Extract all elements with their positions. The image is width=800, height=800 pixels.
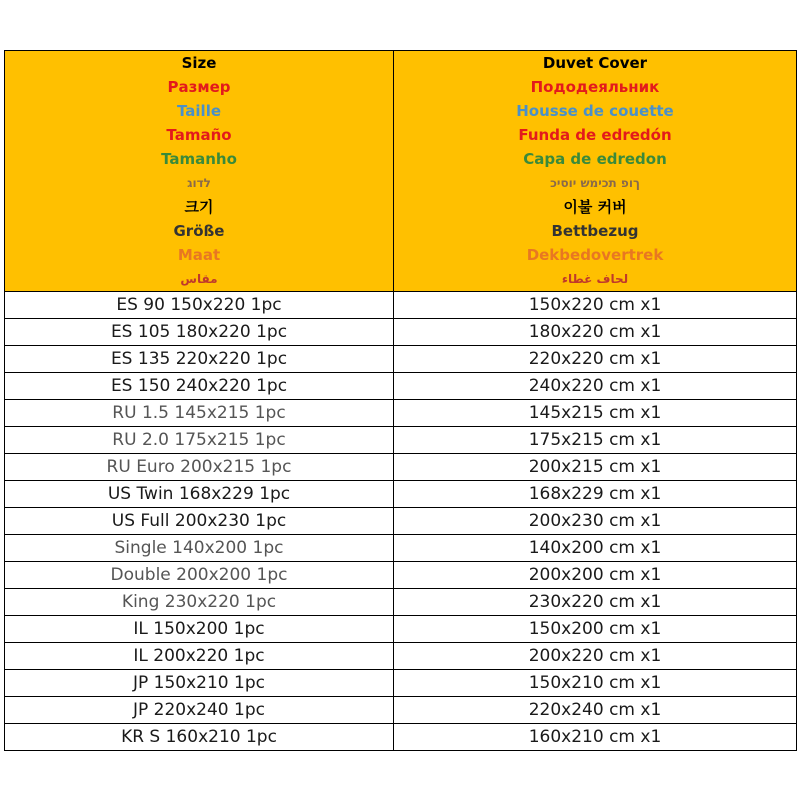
cover-cell: 200x215 cm x1 — [394, 454, 797, 481]
table-row — [5, 346, 797, 373]
size-cell: JP 220x240 1pc — [5, 697, 394, 724]
table-row — [5, 427, 797, 454]
cover-cell: 168x229 cm x1 — [394, 481, 797, 508]
cover-cell: 180x220 cm x1 — [394, 319, 797, 346]
table-row — [5, 481, 797, 508]
size-cell: US Full 200x230 1pc — [5, 508, 394, 535]
size-label-nl: Maat — [177, 246, 221, 264]
table-row — [5, 670, 797, 697]
table-row — [5, 616, 797, 643]
table-row — [5, 454, 797, 481]
cover-label-de: Bettbezug — [551, 222, 639, 240]
cover-label-es: Funda de edredón — [518, 126, 672, 144]
table-row — [5, 643, 797, 670]
cover-cell: 150x210 cm x1 — [394, 670, 797, 697]
size-cell: KR S 160x210 1pc — [5, 724, 394, 751]
size-cell: ES 135 220x220 1pc — [5, 346, 394, 373]
size-header-cell — [5, 51, 394, 292]
cover-cell: 150x220 cm x1 — [394, 292, 797, 319]
size-cell: ES 90 150x220 1pc — [5, 292, 394, 319]
cover-cell: 175x215 cm x1 — [394, 427, 797, 454]
size-label-fr: Taille — [176, 102, 222, 120]
size-label-ru: Размер — [167, 78, 231, 96]
cover-cell: 200x200 cm x1 — [394, 562, 797, 589]
table-row — [5, 292, 797, 319]
header-row — [5, 51, 797, 292]
cover-label-ar: لحاف غطاء — [561, 272, 629, 286]
cover-label-pt: Capa de edredon — [523, 150, 667, 168]
size-label-es: Tamaño — [166, 126, 232, 144]
table-row — [5, 400, 797, 427]
cover-label-en: Duvet Cover — [542, 54, 648, 72]
table-row — [5, 724, 797, 751]
size-cell: JP 150x210 1pc — [5, 670, 394, 697]
size-label-ko: 크기 — [184, 198, 214, 216]
table-row — [5, 562, 797, 589]
cover-label-ru: Пододеяльник — [530, 78, 660, 96]
size-cell: ES 150 240x220 1pc — [5, 373, 394, 400]
cover-cell: 220x240 cm x1 — [394, 697, 797, 724]
cover-cell: 230x220 cm x1 — [394, 589, 797, 616]
cover-label-he: ךופ תכימש יוסיכ — [550, 176, 640, 190]
size-label-en: Size — [181, 54, 217, 72]
cover-cell: 140x200 cm x1 — [394, 535, 797, 562]
size-cell: King 230x220 1pc — [5, 589, 394, 616]
cover-cell: 150x200 cm x1 — [394, 616, 797, 643]
cover-cell: 160x210 cm x1 — [394, 724, 797, 751]
cover-label-nl: Dekbedovertrek — [526, 246, 664, 264]
cover-cell: 200x230 cm x1 — [394, 508, 797, 535]
table-row — [5, 589, 797, 616]
cover-label-ko: 이불 커버 — [563, 198, 627, 216]
size-label-he: לדוג — [187, 176, 211, 190]
cover-cell: 240x220 cm x1 — [394, 373, 797, 400]
cover-label-fr: Housse de couette — [516, 102, 674, 120]
table-row — [5, 373, 797, 400]
cover-header-cell — [394, 51, 797, 292]
size-cell: Single 140x200 1pc — [5, 535, 394, 562]
size-cell: RU Euro 200x215 1pc — [5, 454, 394, 481]
cover-cell: 200x220 cm x1 — [394, 643, 797, 670]
size-cell: Double 200x200 1pc — [5, 562, 394, 589]
size-label-pt: Tamanho — [161, 150, 237, 168]
size-cell: ES 105 180x220 1pc — [5, 319, 394, 346]
size-cell: IL 150x200 1pc — [5, 616, 394, 643]
size-label-de: Größe — [173, 222, 225, 240]
size-cell: RU 1.5 145x215 1pc — [5, 400, 394, 427]
cover-cell: 145x215 cm x1 — [394, 400, 797, 427]
size-cell: US Twin 168x229 1pc — [5, 481, 394, 508]
size-chart-table — [4, 50, 797, 751]
table-row — [5, 508, 797, 535]
cover-cell: 220x220 cm x1 — [394, 346, 797, 373]
table-row — [5, 535, 797, 562]
table-row — [5, 319, 797, 346]
size-cell: RU 2.0 175x215 1pc — [5, 427, 394, 454]
size-label-ar: مقاس — [180, 272, 218, 286]
table-row — [5, 697, 797, 724]
size-cell: IL 200x220 1pc — [5, 643, 394, 670]
